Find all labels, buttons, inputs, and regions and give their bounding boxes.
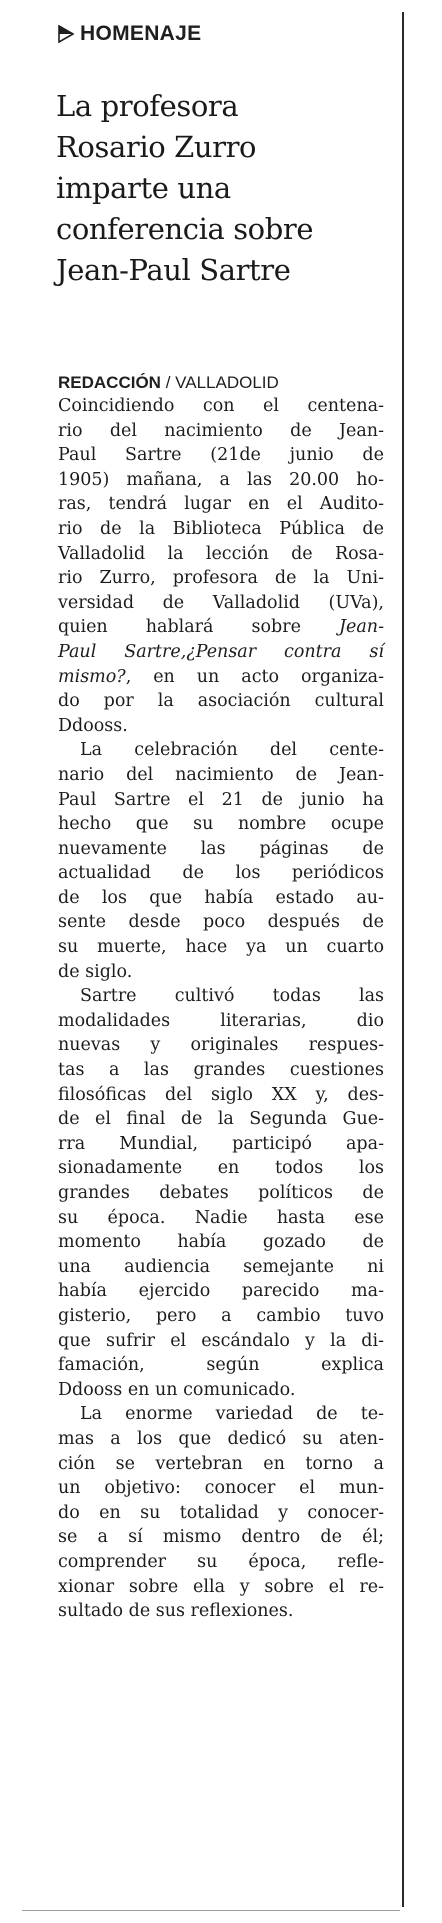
- byline-agency: REDACCIÓN: [58, 373, 161, 392]
- body-line: nuevamente las páginas de: [58, 838, 384, 859]
- body-line: tas a las grandes cuestiones: [58, 1060, 384, 1081]
- body-text-run: , en un acto organiza-: [125, 666, 384, 687]
- body-line: famación, según explica: [58, 1355, 384, 1376]
- body-line: hecho que su nombre ocupe: [58, 814, 384, 835]
- body-line: comprender su época, refle-: [58, 1551, 384, 1572]
- body-text-run: quien hablará sobre: [58, 617, 301, 638]
- body-line: rio del nacimiento de Jean-: [58, 420, 384, 441]
- body-line: su muerte, hace ya un cuarto: [58, 937, 384, 958]
- body-line: de el final de la Segunda Gue-: [58, 1109, 384, 1130]
- body-line: sultado de sus reflexiones.: [58, 1601, 294, 1622]
- body-line: Paul Sartre el 21 de junio ha: [58, 789, 384, 810]
- headline-line: imparte una: [56, 171, 231, 205]
- column-rule: [402, 12, 404, 1907]
- body-line: [58, 615, 384, 640]
- body-line: sionadamente en todos los: [58, 1158, 384, 1179]
- body-line: Coincidiendo con el centena-: [58, 396, 384, 416]
- body-line: [58, 640, 384, 665]
- body-line: una audiencia semejante ni: [58, 1256, 384, 1277]
- body-line: do por la asociación cultural: [58, 691, 384, 712]
- headline-line: Jean-Paul Sartre: [56, 253, 291, 287]
- body-line: un objetivo: conocer el mun-: [58, 1478, 384, 1499]
- body-line: nuevas y originales respues-: [58, 1035, 384, 1056]
- paragraph-3: [58, 984, 384, 1402]
- byline: [58, 372, 279, 394]
- talk-title-part: Jean-: [339, 617, 384, 638]
- body-line: modalidades literarias, dio: [58, 1010, 384, 1031]
- body-line: La enorme variedad de te-: [80, 1404, 384, 1425]
- body-line: ción se vertebran en torno a: [58, 1453, 384, 1474]
- body-line: do en su totalidad y conocer-: [58, 1502, 384, 1523]
- body-line: versidad de Valladolid (UVa),: [58, 592, 384, 613]
- body-line: filosóficas del siglo XX y, des-: [58, 1084, 384, 1105]
- body-line: había ejercido parecido ma-: [58, 1281, 384, 1302]
- body-line: grandes debates políticos de: [58, 1183, 384, 1203]
- body-line: Sartre cultivó todas las: [80, 986, 384, 1007]
- article-body: [58, 394, 384, 1624]
- body-line: nario del nacimiento de Jean-: [58, 764, 384, 785]
- body-line: ras, tendrá lugar en el Audito-: [58, 494, 384, 515]
- headline-line: conferencia sobre: [56, 212, 314, 246]
- paragraph-2: [58, 738, 384, 984]
- body-line: se a sí mismo dentro de él;: [58, 1527, 384, 1548]
- body-line: rio Zurro, profesora de la Uni-: [58, 568, 384, 589]
- body-line: Valladolid la lección de Rosa-: [58, 543, 384, 564]
- body-line: actualidad de los periódicos: [58, 863, 384, 884]
- body-line: que sufrir el escándalo y la di-: [58, 1330, 384, 1351]
- body-line: su época. Nadie hasta ese: [58, 1207, 384, 1228]
- bottom-rule: [22, 1910, 400, 1911]
- body-line: Ddooss.: [58, 715, 128, 736]
- body-line: de los que había estado au-: [58, 887, 384, 908]
- paragraph-4: [58, 1402, 384, 1623]
- body-line: [58, 665, 384, 690]
- body-line: Ddooss en un comunicado.: [58, 1379, 296, 1400]
- body-line: mas a los que dedicó su aten-: [58, 1428, 384, 1449]
- body-line: Paul Sartre (21de junio de: [58, 445, 384, 466]
- talk-title-part: mismo?: [58, 666, 126, 687]
- play-arrow-icon: [58, 25, 74, 43]
- body-line: xionar sobre ella y sobre el re-: [58, 1576, 384, 1597]
- byline-separator: /: [165, 373, 171, 392]
- body-line: de siglo.: [58, 961, 133, 982]
- headline: [56, 86, 396, 291]
- body-line: gisterio, pero a cambio tuvo: [58, 1305, 384, 1326]
- body-line: sente desde poco después de: [58, 912, 384, 933]
- body-line: La celebración del cente-: [80, 740, 384, 761]
- byline-location: VALLADOLID: [175, 373, 279, 392]
- section-label: HOMENAJE: [80, 22, 202, 45]
- headline-line: La profesora: [56, 89, 239, 123]
- body-line: rra Mundial, participó apa-: [58, 1133, 384, 1154]
- body-line: rio de la Biblioteca Pública de: [58, 518, 384, 539]
- section-tag: [58, 22, 201, 46]
- talk-title-part: Paul Sartre,¿Pensar contra sí: [58, 641, 384, 662]
- body-line: momento había gozado de: [58, 1232, 384, 1253]
- paragraph-1: [58, 394, 384, 738]
- headline-line: Rosario Zurro: [56, 130, 257, 164]
- body-line: 1905) mañana, a las 20.00 ho-: [58, 469, 384, 490]
